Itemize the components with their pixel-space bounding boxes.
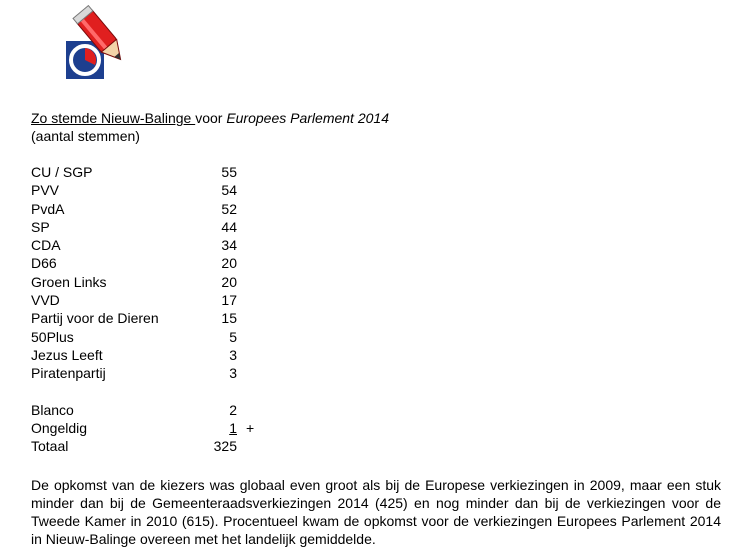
party-name: Partij voor de Dieren xyxy=(31,310,159,327)
page-title xyxy=(31,109,389,127)
party-votes: 17 xyxy=(221,292,237,309)
party-votes: 3 xyxy=(229,365,237,382)
blanco-row xyxy=(31,401,271,419)
party-name: CDA xyxy=(31,237,61,254)
party-name: Piratenpartij xyxy=(31,365,106,382)
party-votes: 3 xyxy=(229,346,237,363)
party-votes: 34 xyxy=(221,237,237,254)
title-connector: voor xyxy=(195,110,227,126)
pencil-logo xyxy=(64,5,124,81)
party-row xyxy=(31,346,271,364)
party-votes: 5 xyxy=(229,328,237,345)
page-subtitle: (aantal stemmen) xyxy=(31,128,140,144)
party-votes: 20 xyxy=(221,255,237,272)
party-row xyxy=(31,364,271,382)
party-name: Jezus Leeft xyxy=(31,346,103,363)
party-votes: 54 xyxy=(221,182,237,199)
party-name: PvdA xyxy=(31,200,65,217)
totaal-row xyxy=(31,437,271,455)
party-name: PVV xyxy=(31,182,60,199)
title-place: Zo stemde Nieuw-Balinge xyxy=(31,110,196,126)
party-name: SP xyxy=(31,218,50,235)
ongeldig-row xyxy=(31,419,271,437)
blanco-label: Blanco xyxy=(31,401,74,418)
party-votes: 20 xyxy=(221,273,237,290)
party-votes: 15 xyxy=(221,310,237,327)
title-election: Europees Parlement 2014 xyxy=(226,110,389,126)
party-row xyxy=(31,200,271,218)
party-row xyxy=(31,236,271,254)
pencil-icon xyxy=(64,5,124,81)
party-row xyxy=(31,254,271,272)
ongeldig-label: Ongeldig xyxy=(31,420,88,437)
party-row xyxy=(31,273,271,291)
party-name: VVD xyxy=(31,292,60,309)
party-name: D66 xyxy=(31,255,57,272)
party-votes: 52 xyxy=(221,200,237,217)
party-row xyxy=(31,328,271,346)
party-row xyxy=(31,309,271,327)
party-name: Groen Links xyxy=(31,273,107,290)
party-row xyxy=(31,163,271,181)
results-table xyxy=(31,163,271,456)
party-votes: 55 xyxy=(221,164,237,180)
plus-sign: + xyxy=(246,420,255,437)
party-name: 50Plus xyxy=(31,328,74,345)
turnout-paragraph: De opkomst van de kiezers was globaal even groot als bij de Europese verkiezingen in 2009, maar een stuk minder dan bij de Gemeenteraadsverkiezingen 2014 (425) en nog minder dan bij de verkiezingen voor de Tweede Kamer in 2010 (615). Procentueel kwam de opkomst voor de verkiezingen Europees Parlement 2014 in Nieuw-Balinge overeen met het landelijk gemiddelde. xyxy=(31,477,721,547)
ongeldig-votes: 1 xyxy=(229,420,237,437)
spacer xyxy=(31,383,271,401)
party-row xyxy=(31,181,271,199)
totaal-label: Totaal xyxy=(31,438,69,455)
party-row xyxy=(31,291,271,309)
party-name: CU / SGP xyxy=(31,164,93,180)
totaal-votes: 325 xyxy=(213,438,237,455)
party-votes: 44 xyxy=(221,218,237,235)
blanco-votes: 2 xyxy=(229,401,237,418)
party-row xyxy=(31,218,271,236)
